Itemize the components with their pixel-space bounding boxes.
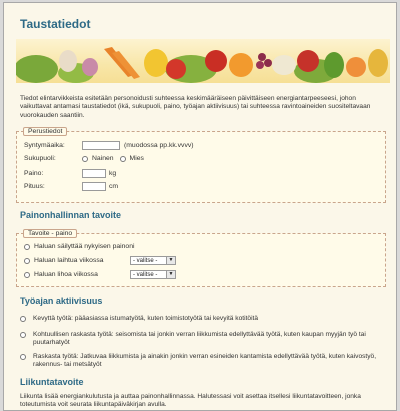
height-input[interactable] xyxy=(82,182,106,191)
chevron-down-icon: ▼ xyxy=(166,271,175,278)
heavy-work-label: Raskasta työtä: Jatkuvaa liikkumista ja ainakin jonkin verran esineiden kantamista edellyttävää työtä, kuten kaivostyö, rakennus- tai metsätyöt xyxy=(33,353,377,369)
sex-row xyxy=(24,155,144,162)
moderate-work-label: Kohtuullisen raskasta työtä: seisomista tai jonkin verran liikkumista edellyttävää työtä, kuten kaupan myyjän työ tai puutarhatyöt xyxy=(33,331,366,347)
basic-info-fieldset xyxy=(16,127,386,203)
basic-info-legend: Perustiedot xyxy=(23,127,67,136)
page-title: Taustatiedot xyxy=(20,17,91,31)
height-row xyxy=(24,182,118,191)
light-work-radio[interactable] xyxy=(20,316,26,322)
female-radio[interactable] xyxy=(82,156,88,162)
lose-weight-row xyxy=(24,257,104,264)
lose-weight-label: Haluan laihtua viikossa xyxy=(34,257,104,264)
intro-text: Tiedot elintarvikkeista esitetään personoidusti suhteessa keskimääräiseen päivittäiseen energiantarpeeseesi, johon vaikuttavat antamasi taustatiedot (ikä, sukupuoli, paino, työajan aktiivisuus) tai suhteessa ravintoaineiden suositeltavaan vuorokauden saantiin. xyxy=(20,95,371,119)
lose-weight-radio[interactable] xyxy=(24,258,30,264)
birthdate-label: Syntymäaika: xyxy=(24,142,65,149)
exercise-goal-heading: Liikuntatavoite xyxy=(20,377,84,387)
female-label: Nainen xyxy=(92,155,114,162)
male-label: Mies xyxy=(129,155,144,162)
keep-weight-label: Haluan säilyttää nykyisen painoni xyxy=(34,243,135,250)
weight-input[interactable] xyxy=(82,169,106,178)
male-radio[interactable] xyxy=(120,156,126,162)
heavy-work-option xyxy=(20,353,390,370)
birthdate-row xyxy=(24,141,194,150)
birthdate-input[interactable] xyxy=(82,141,120,150)
work-activity-heading: Työajan aktiivisuus xyxy=(20,296,103,306)
heavy-work-radio[interactable] xyxy=(20,354,26,360)
gain-weight-row xyxy=(24,271,98,278)
keep-weight-row xyxy=(24,243,135,250)
light-work-label: Kevyttä työtä: pääasiassa istumatyötä, kuten toimistotyötä tai kevyitä kotitöitä xyxy=(33,315,259,322)
weight-row xyxy=(24,169,116,178)
height-label: Pituus: xyxy=(24,183,45,190)
gain-weight-select[interactable] xyxy=(130,270,176,279)
moderate-work-option xyxy=(20,331,390,348)
height-unit: cm xyxy=(109,183,119,190)
weight-unit: kg xyxy=(109,170,117,177)
birthdate-hint: (muodossa pp.kk.vvvv) xyxy=(124,142,194,149)
exercise-goal-text: Liikunta lisää energiankulutusta ja auttaa painonhallinnassa. Halutessasi voit asettaa itsellesi liikuntatavoitteen, jonka toteutumista voit seurata liikuntapäiväkirjan avulla. xyxy=(20,393,361,409)
gain-weight-radio[interactable] xyxy=(24,272,30,278)
gain-weight-select-value: - valitse - xyxy=(133,271,158,278)
lose-weight-select-value: - valitse - xyxy=(133,257,158,264)
gain-weight-label: Haluan lihoa viikossa xyxy=(34,271,98,278)
weight-goal-legend: Tavoite - paino xyxy=(23,229,77,238)
keep-weight-radio[interactable] xyxy=(24,244,30,250)
vegetable-banner xyxy=(16,39,390,83)
sex-label: Sukupuoli: xyxy=(24,155,56,162)
lose-weight-select[interactable] xyxy=(130,256,176,265)
chevron-down-icon: ▼ xyxy=(166,257,175,264)
light-work-option xyxy=(20,315,390,323)
weight-goal-heading: Painonhallinnan tavoite xyxy=(20,210,122,220)
moderate-work-radio[interactable] xyxy=(20,332,26,338)
weight-label: Paino: xyxy=(24,170,44,177)
page-frame xyxy=(3,2,397,411)
